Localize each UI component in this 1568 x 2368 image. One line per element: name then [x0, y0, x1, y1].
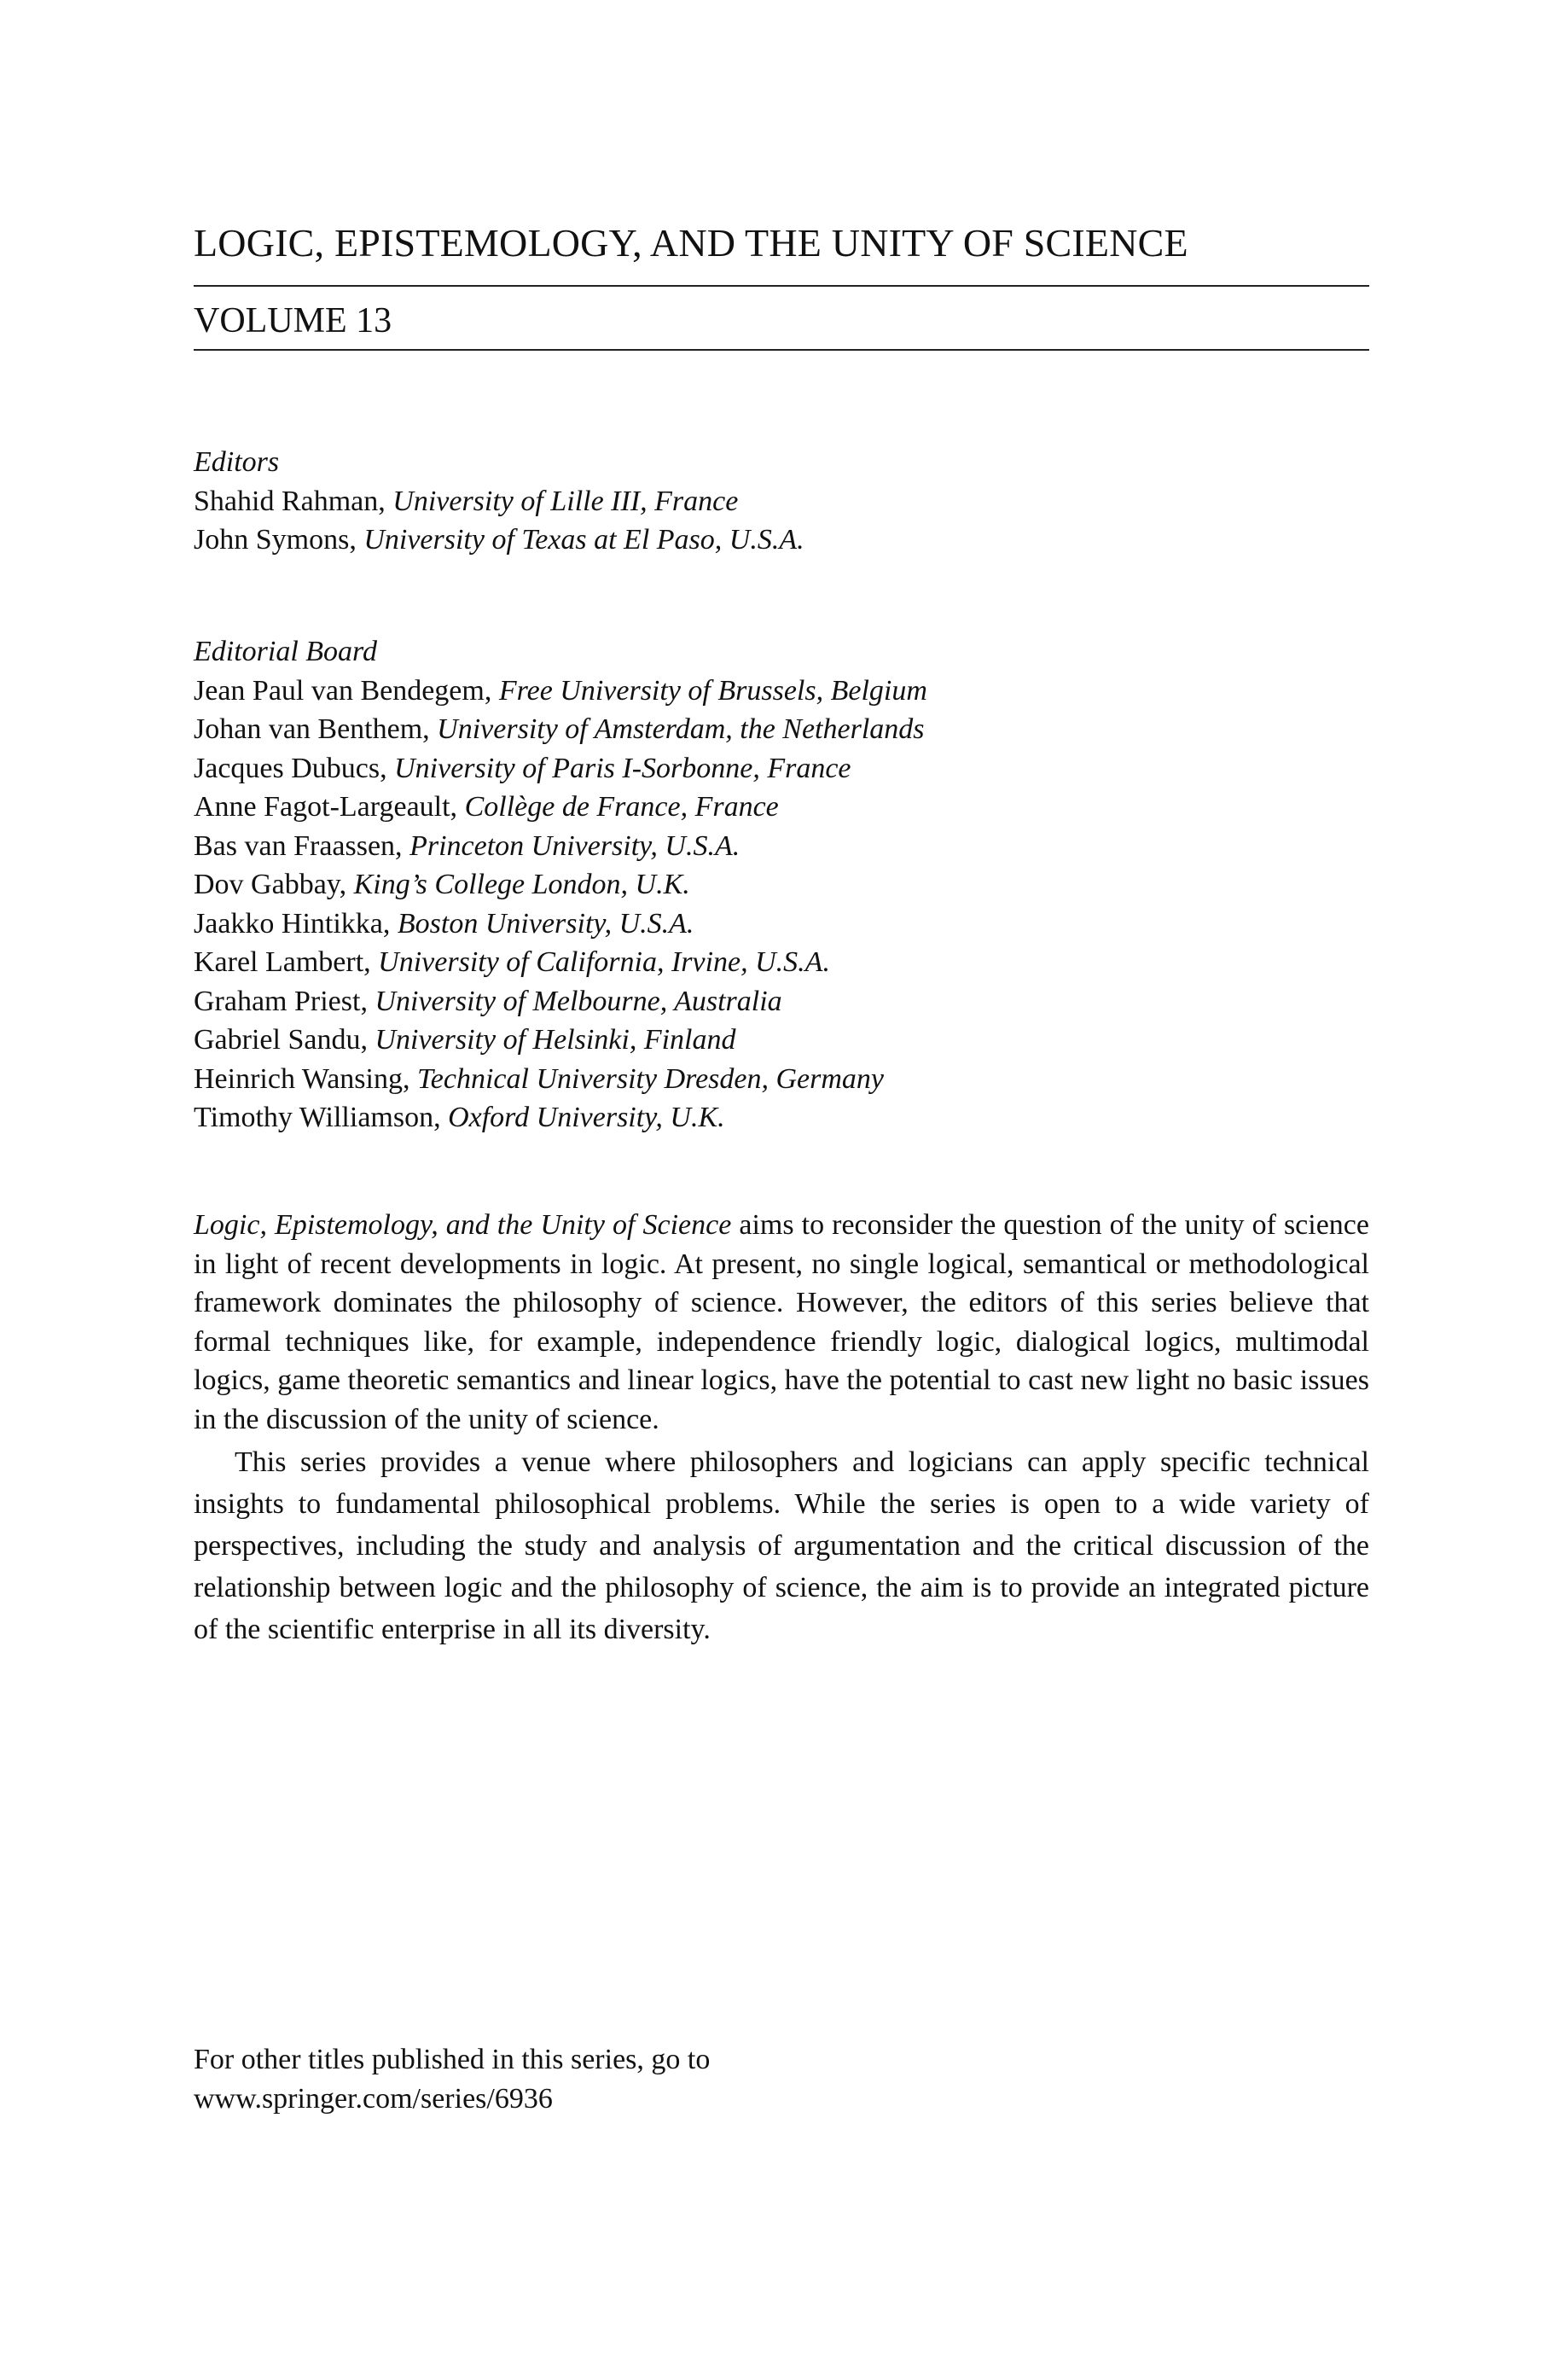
- editor-entry: [194, 482, 1369, 521]
- series-description: [194, 1206, 1369, 1650]
- member-name: Jean Paul van Bendegem,: [194, 674, 499, 707]
- description-paragraph-1: [194, 1206, 1369, 1439]
- board-member: [194, 1021, 1369, 1060]
- member-name: Jaakko Hintikka,: [194, 907, 398, 940]
- description-paragraph-2: This series provides a venue where philosophers and logicians can apply specific technical insights to fundamental philosophical problems. While the series is open to a wide variety of perspectives, including the study and analysis of argumentation and the critical discussion of the relationship between logic and the philosophy of science, the aim is to provide an integrated picture of the scientific enterprise in all its diversity.: [194, 1446, 1369, 1645]
- editorial-board-section: [194, 632, 1369, 1137]
- editor-name: Shahid Rahman,: [194, 485, 393, 517]
- board-member: [194, 943, 1369, 982]
- member-affiliation: University of Helsinki, Finland: [375, 1024, 736, 1056]
- member-name: Johan van Benthem,: [194, 713, 438, 745]
- editors-heading: Editors: [194, 446, 280, 478]
- volume-rule: [194, 349, 1369, 351]
- member-affiliation: Boston University, U.S.A.: [397, 907, 694, 940]
- member-affiliation: University of Paris I-Sorbonne, France: [394, 752, 851, 784]
- member-name: Karel Lambert,: [194, 946, 379, 978]
- member-affiliation: Oxford University, U.K.: [448, 1102, 725, 1133]
- editors-section: [194, 443, 1369, 560]
- board-member: [194, 1060, 1369, 1099]
- title-rule: [194, 285, 1369, 287]
- editor-affiliation: University of Lille III, France: [392, 485, 739, 517]
- board-member: [194, 1098, 1369, 1137]
- series-name-italic: Logic, Epistemology, and the Unity of Science: [194, 1209, 732, 1241]
- member-name: Graham Priest,: [194, 985, 375, 1017]
- member-name: Heinrich Wansing,: [194, 1062, 417, 1095]
- board-member: [194, 710, 1369, 749]
- editor-entry: [194, 521, 1369, 560]
- volume-label: VOLUME 13: [194, 301, 392, 340]
- board-member: [194, 827, 1369, 866]
- member-affiliation: Free University of Brussels, Belgium: [498, 674, 927, 707]
- member-affiliation: Princeton University, U.S.A.: [409, 829, 740, 862]
- description-text: aims to reconsider the question of the unity of science in light of recent developments in logic. At present, no single logical, semantical or methodological framework dominates the philosophy of science. However, the editors of this series believe that formal techniques like, for example, independence friendly logic, dialogical logics, multimodal logics, game theoretic semantics and linear logics, have the potential to cast new light no basic issues in the discussion of the unity of science.: [194, 1209, 1369, 1435]
- member-affiliation: University of Amsterdam, the Netherlands: [437, 713, 925, 745]
- board-member: [194, 905, 1369, 944]
- series-url-link[interactable]: www.springer.com/series/6936: [194, 2083, 553, 2115]
- board-member: [194, 788, 1369, 827]
- board-member: [194, 865, 1369, 905]
- board-member: [194, 749, 1369, 788]
- footer-text: For other titles published in this series, go to: [194, 2044, 711, 2075]
- member-name: Bas van Fraassen,: [194, 829, 410, 862]
- board-heading: Editorial Board: [194, 636, 378, 667]
- editor-affiliation: University of Texas at El Paso, U.S.A.: [363, 524, 804, 556]
- series-title: LOGIC, EPISTEMOLOGY, AND THE UNITY OF SCIENCE: [194, 221, 1188, 265]
- member-affiliation: Technical University Dresden, Germany: [416, 1062, 885, 1095]
- board-member: [194, 672, 1369, 711]
- member-name: Anne Fagot-Largeault,: [194, 791, 465, 823]
- member-affiliation: Collège de France, France: [464, 791, 779, 823]
- board-member: [194, 982, 1369, 1021]
- member-affiliation: University of California, Irvine, U.S.A.: [378, 946, 830, 978]
- footer: [194, 2040, 1369, 2119]
- member-name: Jacques Dubucs,: [194, 752, 395, 784]
- member-affiliation: University of Melbourne, Australia: [375, 985, 782, 1017]
- member-name: Dov Gabbay,: [194, 869, 354, 900]
- member-affiliation: King’s College London, U.K.: [353, 869, 690, 900]
- editor-name: John Symons,: [194, 524, 364, 556]
- member-name: Gabriel Sandu,: [194, 1024, 375, 1056]
- member-name: Timothy Williamson,: [194, 1102, 449, 1133]
